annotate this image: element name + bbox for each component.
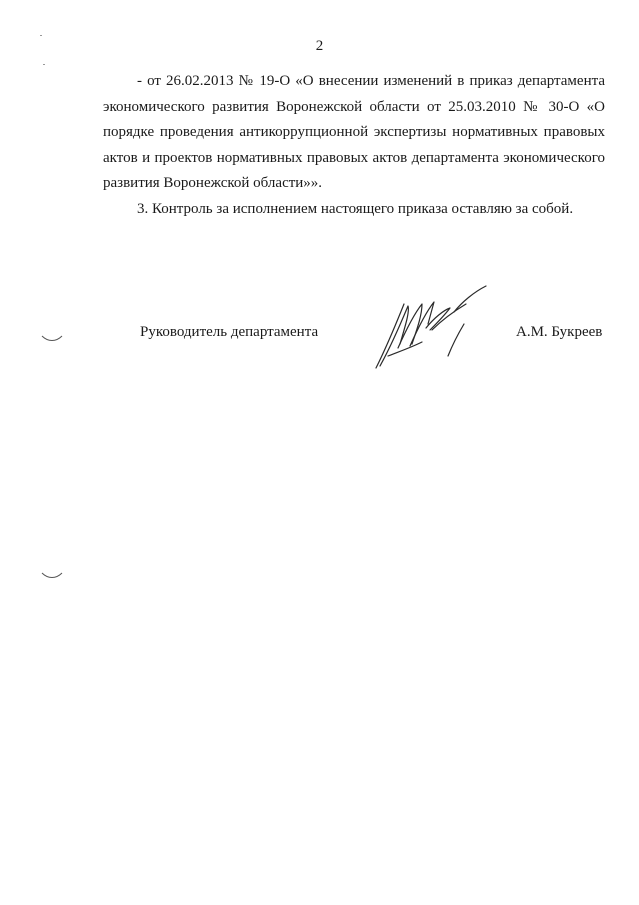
signatory-position: Руководитель департамента [140,324,319,340]
page-number: 2 [315,38,324,54]
signatory-name: А.М. Букреев [516,324,603,340]
paragraph-amendment: - от 26.02.2013 № 19-О «О внесении изменений в приказ департамента экономического развития Воронежской области от 25.03.2010 № 30-О «О порядке проведения антикоррупционной экспертизы нормативных правовых актов и проектов нормативных правовых актов департамента экономического развития Воронежской области»». [103,73,605,191]
scan-speck [40,35,42,36]
punch-hole-mark [40,333,64,343]
scan-speck [43,64,45,65]
handwritten-signature [370,282,490,374]
punch-hole-mark [40,570,64,580]
paragraph-control: 3. Контроль за исполнением настоящего приказа оставляю за собой. [137,201,574,217]
